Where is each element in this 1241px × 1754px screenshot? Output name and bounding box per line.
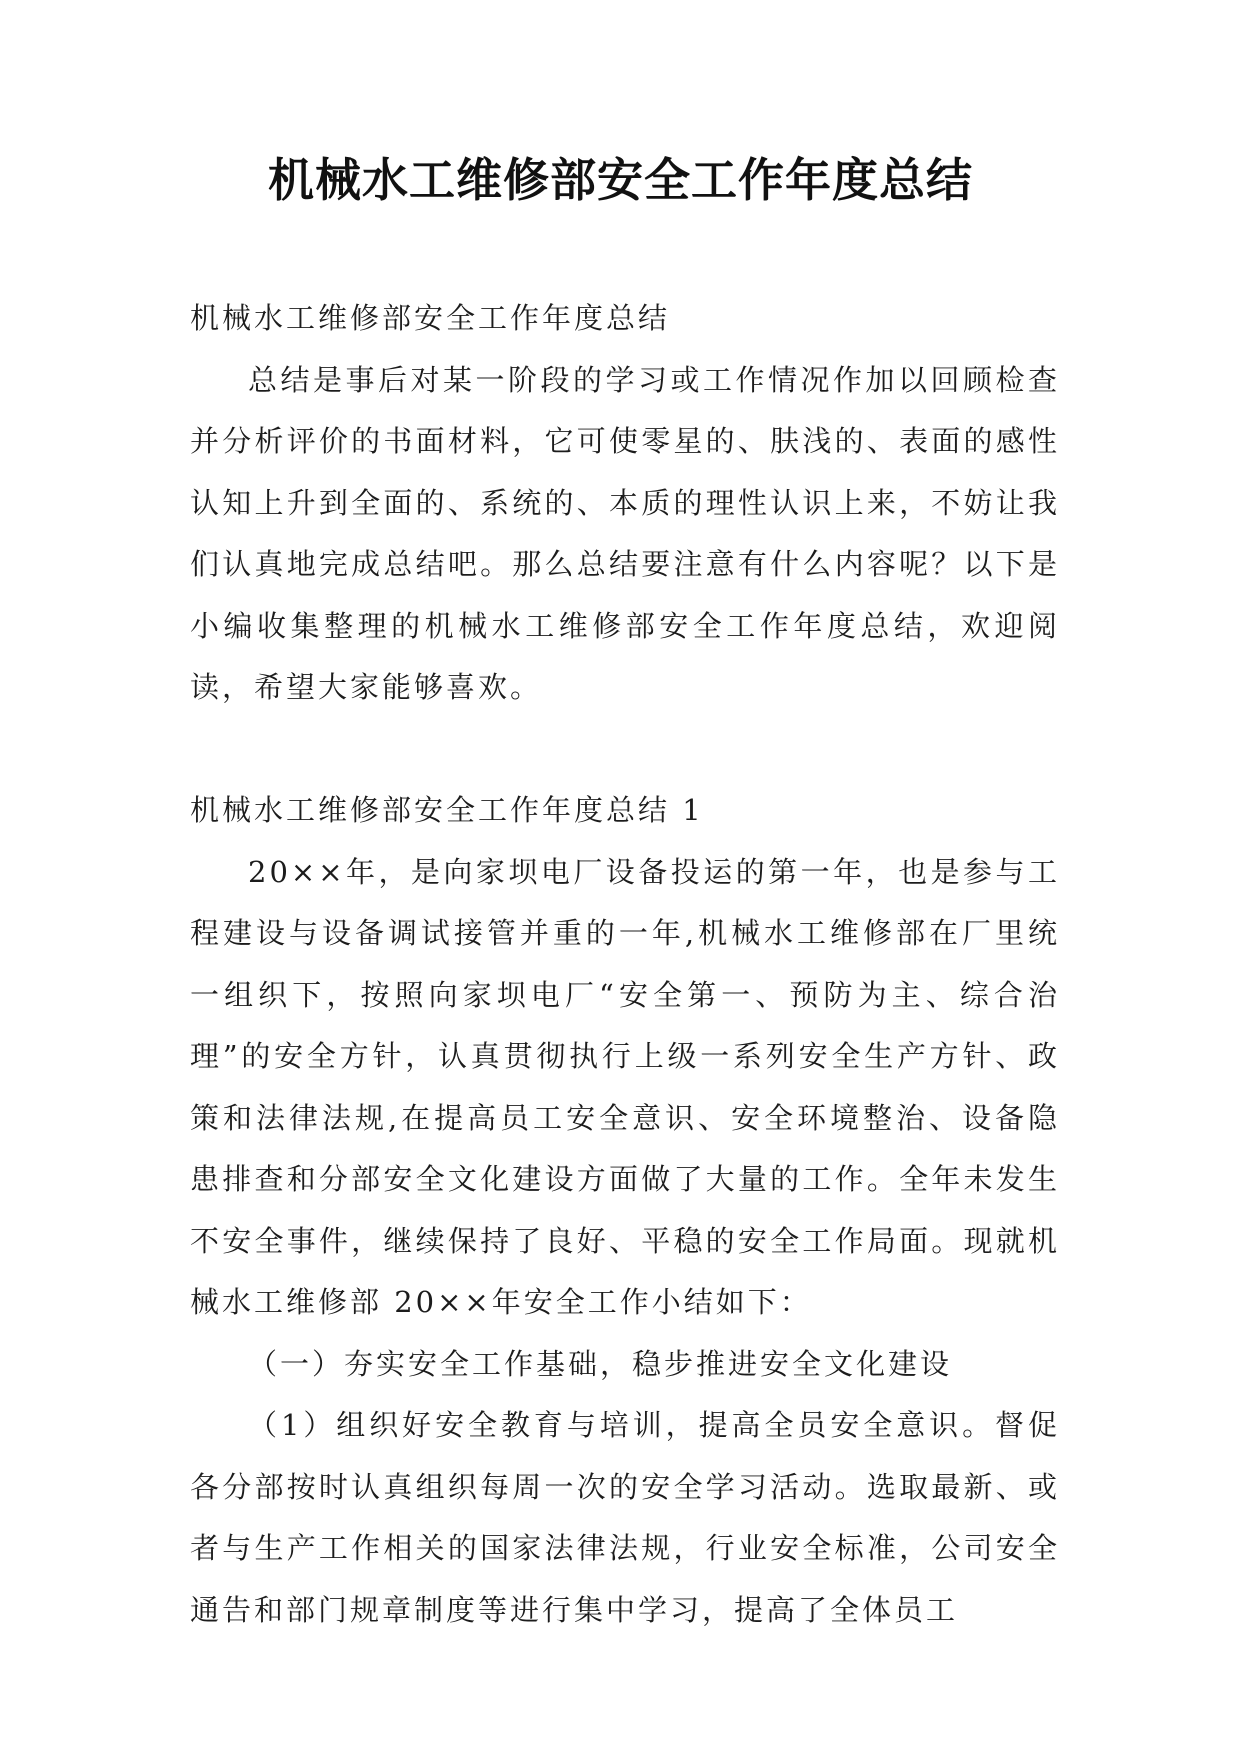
body-paragraph: 20××年，是向家坝电厂设备投运的第一年，也是参与工程建设与设备调试接管并重的一年,机械水工维修部在厂里统一组织下，按照向家坝电厂“安全第一、预防为主、综合治理”的安全方针，认真贯彻执行上级一系列安全生产方针、政策和法律法规,在提高员工安全意识、安全环境整治、设备隐患排查和分部安全文化建设方面做了大量的工作。全年未发生不安全事件，继续保持了良好、平稳的安全工作局面。现就机械水工维修部 20××年安全工作小结如下：	[190, 854, 1060, 1319]
subtitle-line: 机械水工维修部安全工作年度总结	[190, 301, 671, 335]
subsection-heading: （一）夯实安全工作基础，稳步推进安全文化建设	[248, 1346, 953, 1381]
body-paragraph: （1）组织好安全教育与培训，提高全员安全意识。督促各分部按时认真组织每周一次的安全学习活动。选取最新、或者与生产工作相关的国家法律法规，行业安全标准，公司安全通告和部门规章制度等进行集中学习，提高了全体员工	[190, 1408, 1060, 1627]
section-heading: 机械水工维修部安全工作年度总结 1	[190, 793, 704, 827]
document-title: 机械水工维修部安全工作年度总结	[268, 153, 973, 207]
document-body	[190, 288, 1060, 1641]
paragraph-gap	[190, 719, 1060, 781]
intro-paragraph: 总结是事后对某一阶段的学习或工作情况作加以回顾检查并分析评价的书面材料，它可使零星的、肤浅的、表面的感性认知上升到全面的、系统的、本质的理性认识上来，不妨让我们认真地完成总结吧。那么总结要注意有什么内容呢？以下是小编收集整理的机械水工维修部安全工作年度总结，欢迎阅读，希望大家能够喜欢。	[190, 362, 1060, 704]
